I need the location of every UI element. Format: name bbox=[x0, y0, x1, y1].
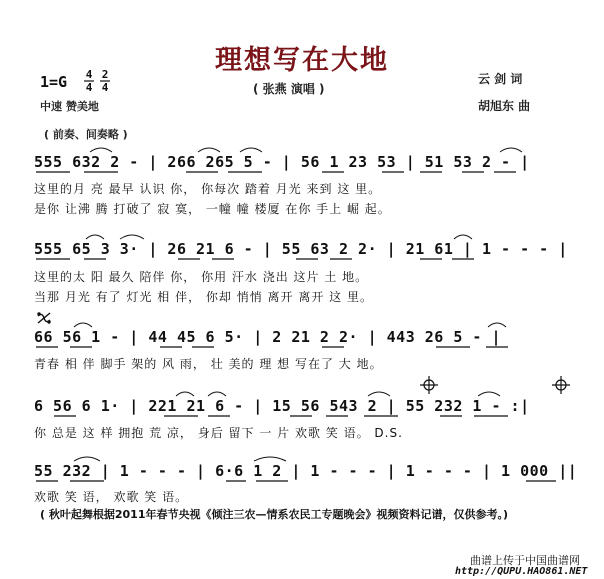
notation-line-4: 6 56 6 1· | 221 21 6 - | 15 56 543 2 | 55 232 1 - :| bbox=[34, 397, 530, 415]
notation-line-2: 555 65 3 3· | 26 21 6 - | 55 63 2 2· | 21 61 | 1 - - - | bbox=[34, 240, 568, 258]
song-title: 理想写在大地 bbox=[215, 45, 389, 76]
footer-note: ( 秋叶起舞根据2011年春节央视《倾注三农—情系农民工专题晚会》视频资料记谱，仅供参考。) bbox=[40, 508, 508, 521]
lyric-line-5: 欢歌 笑 语， 欢歌 笑 语。 bbox=[34, 490, 189, 504]
tempo-style: 中速 赞美地 bbox=[40, 100, 99, 113]
lyric-line-3: 青春 相 伴 脚手 架的 风 雨， 壮 美的 理 想 写在了 大 地。 bbox=[34, 357, 383, 371]
lyric-line-1-verse-2: 是你 让沸 腾 打破了 寂 寞， 一幢 幢 楼厦 在你 手上 崛 起。 bbox=[34, 202, 391, 216]
lyricist-credit: 云 剑 词 bbox=[478, 72, 523, 86]
intro-note: ( 前奏、间奏略 ) bbox=[44, 128, 128, 141]
slur-marks-row-3 bbox=[74, 323, 506, 327]
key-signature: 1=G bbox=[40, 73, 68, 91]
time-signature-bottom-2: 4 bbox=[101, 81, 109, 94]
time-signature-top-2: 2 bbox=[101, 68, 109, 81]
time-signature-bottom-1: 4 bbox=[85, 81, 93, 94]
slur-marks-row-4 bbox=[176, 392, 500, 396]
coda-icon bbox=[420, 376, 438, 394]
slur-marks-row-5 bbox=[74, 457, 286, 461]
time-signature-top-1: 4 bbox=[85, 68, 93, 81]
coda-icon-2 bbox=[552, 376, 570, 394]
notation-line-5: 55 232 | 1 - - - | 6·6 1 2 | 1 - - - | 1 - - - | 1 000 || bbox=[34, 462, 578, 480]
lyric-line-4: 你 总是 这 样 拥抱 荒 凉， 身后 留下 一 片 欢歌 笑 语。 D.S. bbox=[34, 426, 403, 440]
lyric-line-2-verse-2: 当那 月光 有了 灯光 相 伴， 你却 悄悄 离开 离开 这 里。 bbox=[34, 290, 373, 304]
segno-icon bbox=[38, 313, 50, 323]
notation-line-3: 66 56 1 - | 44 45 6 5· | 2 21 2 2· | 443 26 5 - | bbox=[34, 328, 502, 346]
lyric-line-2-verse-1: 这里的太 阳 最久 陪伴 你， 你用 汗水 浇出 这片 土 地。 bbox=[34, 270, 369, 284]
slur-marks-row-1 bbox=[90, 148, 522, 152]
singer-credit: ( 张燕 演唱 ) bbox=[253, 82, 325, 96]
composer-credit: 胡旭东 曲 bbox=[478, 99, 531, 113]
slur-marks-row-2 bbox=[86, 235, 472, 239]
notation-line-1: 555 632 2 - | 266 265 5 - | 56 1 23 53 | 51 53 2 - | bbox=[34, 153, 530, 171]
watermark-site-name: 曲谱上传于中国曲谱网 bbox=[470, 554, 580, 567]
watermark-url: http://QUPU.HAO861.NET bbox=[455, 566, 588, 577]
lyric-line-1-verse-1: 这里的月 亮 最早 认识 你， 你每次 踏着 月光 来到 这 里。 bbox=[34, 182, 382, 196]
